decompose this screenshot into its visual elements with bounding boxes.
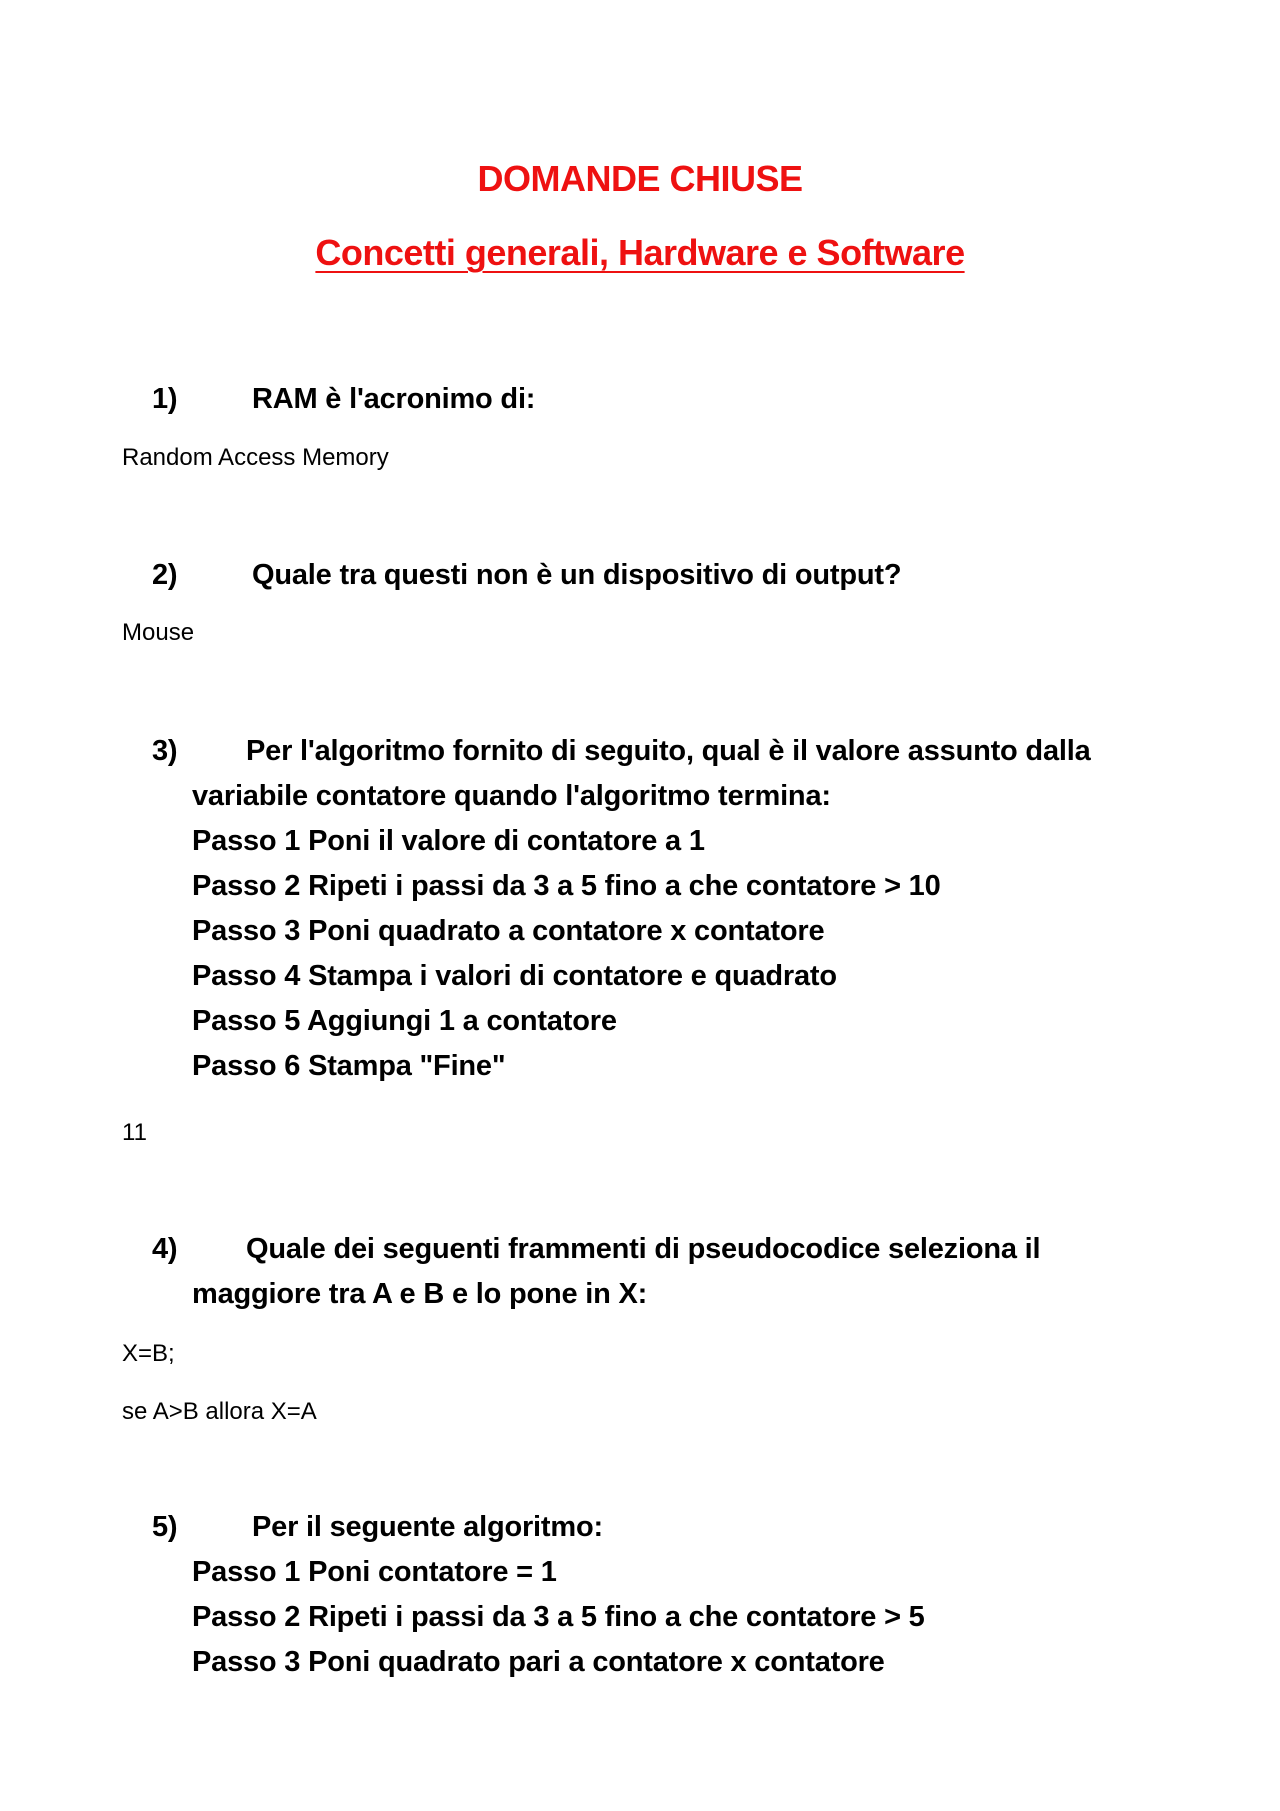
question-number: 1) [152, 383, 178, 415]
question-number: 2) [152, 559, 178, 591]
question-text: Per il seguente algoritmo: [252, 1511, 603, 1543]
document-subtitle: Concetti generali, Hardware e Software [315, 232, 965, 273]
algorithm-step: Passo 3 Poni quadrato a contatore x contatore [192, 915, 825, 947]
algorithm-step: Passo 5 Aggiungi 1 a contatore [192, 1005, 617, 1037]
question-1 [152, 377, 1162, 422]
question-number: 5) [152, 1511, 178, 1543]
algorithm-step: Passo 1 Poni contatore = 1 [192, 1556, 557, 1588]
question-text: Per l'algoritmo fornito di seguito, qual è il valore assunto dalla [246, 735, 1091, 767]
question-2 [152, 553, 1162, 598]
document-title: DOMANDE CHIUSE [477, 158, 803, 199]
answer-4-line-2: se A>B allora X=A [122, 1398, 317, 1425]
algorithm-step: Passo 2 Ripeti i passi da 3 a 5 fino a che contatore > 5 [192, 1601, 925, 1633]
question-text: Quale dei seguenti frammenti di pseudocodice seleziona il [246, 1233, 1041, 1265]
answer-4-line-1: X=B; [122, 1340, 175, 1367]
question-number: 4) [152, 1233, 178, 1265]
answer-1: Random Access Memory [122, 444, 389, 471]
question-number: 3) [152, 735, 178, 767]
answer-3: 11 [122, 1119, 147, 1146]
question-text: RAM è l'acronimo di: [252, 383, 536, 415]
question-5 [152, 1505, 1162, 1685]
question-line: variabile contatore quando l'algoritmo termina: [192, 780, 831, 812]
algorithm-step: Passo 6 Stampa "Fine" [192, 1050, 506, 1082]
question-text: Quale tra questi non è un dispositivo di output? [252, 559, 902, 591]
answer-2: Mouse [122, 619, 195, 646]
algorithm-step: Passo 3 Poni quadrato pari a contatore x contatore [192, 1646, 885, 1678]
algorithm-step: Passo 1 Poni il valore di contatore a 1 [192, 825, 705, 857]
algorithm-step: Passo 2 Ripeti i passi da 3 a 5 fino a che contatore > 10 [192, 870, 941, 902]
algorithm-step: Passo 4 Stampa i valori di contatore e quadrato [192, 960, 837, 992]
question-3 [152, 729, 1162, 1089]
question-line: maggiore tra A e B e lo pone in X: [192, 1278, 648, 1310]
question-4 [152, 1227, 1162, 1317]
